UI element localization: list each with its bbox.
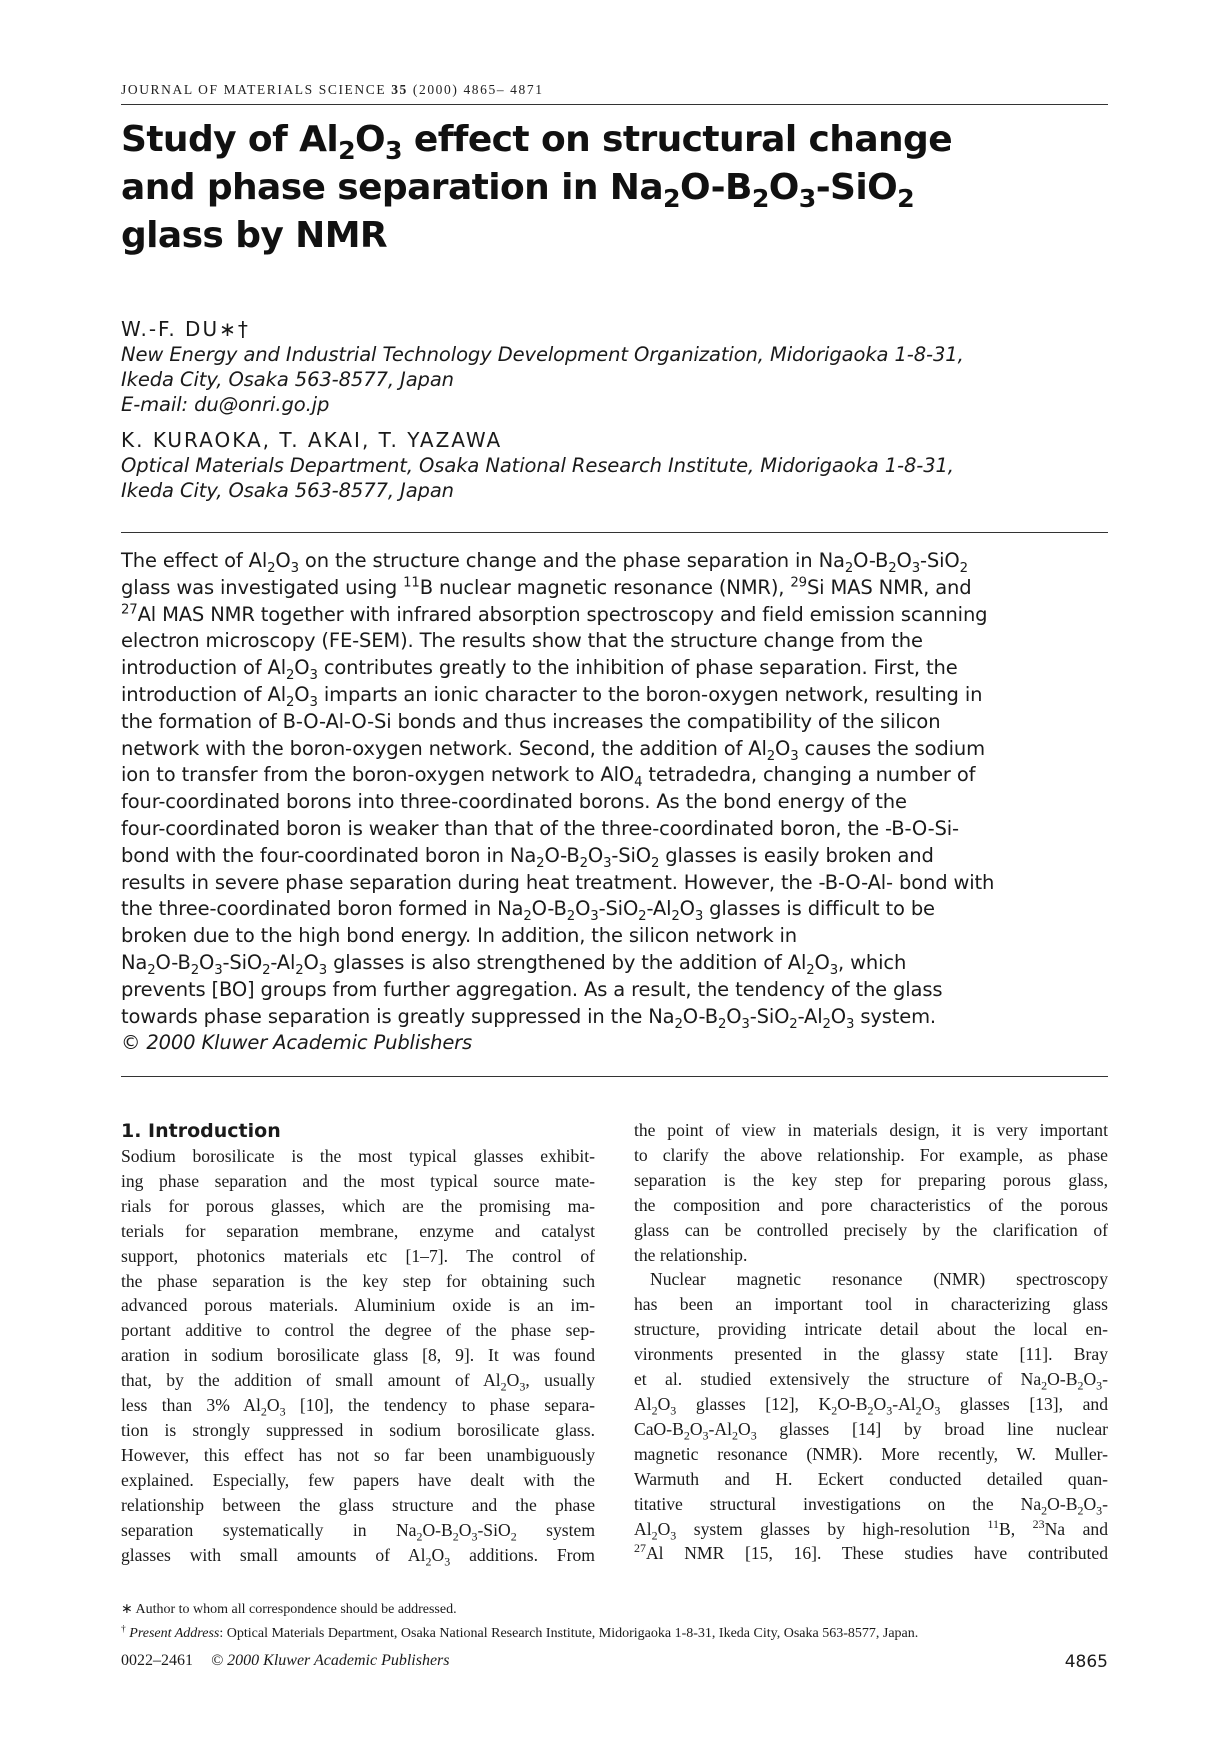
abstract-line: prevents [BO] groups from further aggregation. As a result, the tendency of the glass xyxy=(121,977,943,1001)
abstract-line: results in severe phase separation during heat treatment. However, the -B-O-Al- bond with xyxy=(121,870,995,894)
body-column-left xyxy=(121,1118,595,1567)
body-line: relationship between the glass structure and the phase xyxy=(121,1494,595,1515)
body-line: the composition and pore characteristics of the porous xyxy=(634,1194,1108,1215)
body-line: terials for separation membrane, enzyme and catalyst xyxy=(121,1220,595,1241)
body-line: the point of view in materials design, it is very important xyxy=(634,1120,1108,1140)
footnote-author: ∗ Author to whom all correspondence should be addressed. xyxy=(121,1602,457,1617)
abstract-line: introduction of $Al_2O_3$ imparts an ionic character to the boron-oxygen network, resulting in xyxy=(121,682,983,710)
abstract-line: broken due to the high bond energy. In addition, the silicon network in xyxy=(121,924,797,948)
title-line-1: Study of $Al_2O_3$ effect on structural change xyxy=(121,119,953,166)
abstract-line: glass was investigated using $^{11}$B nuclear magnetic resonance (NMR), $^{29}$Si MAS NMR, and xyxy=(121,575,972,599)
body-line: advanced porous materials. Aluminium oxide is an im- xyxy=(121,1295,595,1316)
body-line: explained. Especially, few papers have dealt with the xyxy=(121,1469,595,1490)
abstract xyxy=(121,548,1108,1057)
abstract-line: towards phase separation is greatly suppressed in the $Na_2O-B_2O_3-SiO_2-Al_2O_3$ system. xyxy=(121,1004,936,1032)
footer-publisher: © 2000 Kluwer Academic Publishers xyxy=(211,1652,450,1669)
abstract-line: The effect of $Al_2O_3$ on the structure change and the phase separation in $Na_2O-B_2O_3-SiO_2$ xyxy=(121,549,968,576)
author-name: W.-F. DU∗† xyxy=(121,317,250,341)
body-column-right xyxy=(634,1118,1108,1566)
body-line: aration in sodium borosilicate glass [8, 9]. It was found xyxy=(121,1345,595,1366)
title-line-3: glass by NMR xyxy=(121,215,388,256)
abstract-line: introduction of $Al_2O_3$ contributes greatly to the inhibition of phase separation. First, the xyxy=(121,656,958,684)
affiliation-line: Ikeda City, Osaka 563-8577, Japan xyxy=(121,368,454,391)
body-line: the phase separation is the key step for obtaining such xyxy=(121,1270,595,1291)
body-line: has been an important tool in characterizing glass xyxy=(634,1294,1108,1315)
body-line: $Al_2O_3$ glasses [12], $K_2O-B_2O_3-Al_2O_3$ glasses [13], and xyxy=(634,1393,1108,1418)
body-line: ing phase separation and the most typical source mate- xyxy=(121,1170,595,1191)
author-names: K. KURAOKA, T. AKAI, T. YAZAWA xyxy=(121,428,503,452)
body-line: portant additive to control the degree of the phase sep- xyxy=(121,1320,595,1341)
footnote-mark: † xyxy=(121,1624,126,1635)
footnotes xyxy=(121,1598,1108,1646)
body-line: separation systematically in $Na_2O-B_2O_3-SiO_2$ system xyxy=(121,1519,595,1544)
body-line: less than 3% $Al_2O_3$ [10], the tendency to phase separa- xyxy=(121,1395,595,1419)
abstract-line: ion to transfer from the boron-oxygen network to AlO$_4$ tetradedra, changing a number of xyxy=(121,763,976,791)
paper-page xyxy=(121,0,1108,1748)
footnote-text: : Optical Materials Department, Osaka National Research Institute, Midorigaoka 1-8-31, Ikeda City, Osaka 563-8577, Japan. xyxy=(219,1626,919,1641)
body-line: magnetic resonance (NMR). More recently, W. Muller- xyxy=(634,1443,1108,1464)
footnote-present-address xyxy=(121,1622,1108,1646)
body-line: CaO-$B_2O_3-Al_2O_3$ glasses [14] by broad line nuclear xyxy=(634,1418,1108,1443)
abstract-copyright: © 2000 Kluwer Academic Publishers xyxy=(121,1031,473,1055)
body-line: Warmuth and H. Eckert conducted detailed quan- xyxy=(634,1468,1108,1489)
body-line: Sodium borosilicate is the most typical glasses exhibit- xyxy=(121,1146,595,1166)
abstract-line: electron microscopy (FE-SEM). The results show that the structure change from the xyxy=(121,629,923,653)
body-line: separation is the key step for preparing porous glass, xyxy=(634,1169,1108,1190)
body-line: $Al_2O_3$ system glasses by high-resolution $^{11}$B, $^{23}$Na and xyxy=(634,1516,1108,1543)
abstract-line: $Na_2O-B_2O_3-SiO_2-Al_2O_3$ glasses is also strengthened by the addition of $Al_2O_3$, which xyxy=(121,950,907,978)
title-line-2: and phase separation in $Na_2O-B_2O_3-SiO_2$ xyxy=(121,167,915,214)
body-line: the relationship. xyxy=(634,1244,748,1265)
author-group-2 xyxy=(121,427,1108,503)
journal-year-pages: (2000) 4865– 4871 xyxy=(412,82,544,97)
body-line: that, by the addition of small amount of $Al_2O_3$, usually xyxy=(121,1370,595,1394)
body-line: et al. studied extensively the structure of $Na_2O-B_2O_3-$ xyxy=(634,1369,1108,1393)
author-group-1 xyxy=(121,316,1108,417)
abstract-line: the three-coordinated boron formed in $Na_2O-B_2O_3-SiO_2-Al_2O_3$ glasses is difficult to be xyxy=(121,897,935,925)
body-line: rials for porous glasses, which are the promising ma- xyxy=(121,1195,595,1216)
journal-name: JOURNAL OF MATERIALS SCIENCE xyxy=(121,82,387,97)
abstract-rule-bottom xyxy=(121,1076,1108,1077)
author-email: E-mail: du@onri.go.jp xyxy=(121,393,330,416)
affiliation-line: Optical Materials Department, Osaka National Research Institute, Midorigaoka 1-8-31, xyxy=(121,454,954,477)
body-line: However, this effect has not so far been unambiguously xyxy=(121,1444,595,1465)
footnote-label: Present Address xyxy=(129,1626,220,1641)
abstract-rule-top xyxy=(121,532,1108,533)
abstract-line: four-coordinated boron is weaker than that of the three-coordinated boron, the -B-O-Si- xyxy=(121,816,959,840)
journal-header xyxy=(121,82,1108,98)
body-line: titative structural investigations on the $Na_2O-B_2O_3-$ xyxy=(634,1493,1108,1518)
body-line: tion is strongly suppressed in sodium borosilicate glass. xyxy=(121,1419,595,1440)
issn: 0022–2461 xyxy=(121,1652,193,1669)
body-line: Nuclear magnetic resonance (NMR) spectroscopy xyxy=(650,1269,1108,1290)
body-line: $^{27}$Al NMR [15, 16]. These studies have contributed xyxy=(634,1541,1108,1564)
body-line: glass can be controlled precisely by the clarification of xyxy=(634,1219,1108,1240)
abstract-line: bond with the four-coordinated boron in $Na_2O-B_2O_3-SiO_2$ glasses is easily broken and xyxy=(121,843,934,871)
abstract-line: the formation of B-O-Al-O-Si bonds and thus increases the compatibility of the silicon xyxy=(121,709,941,733)
body-line: structure, providing intricate detail about the local en- xyxy=(634,1319,1108,1340)
body-line: glasses with small amounts of $Al_2O_3$ additions. From xyxy=(121,1544,595,1569)
abstract-line: $^{27}$Al MAS NMR together with infrared absorption spectroscopy and field emission scanning xyxy=(121,602,988,626)
body-line: vironments presented in the glassy state [11]. Bray xyxy=(634,1344,1108,1365)
body-line: support, photonics materials etc [1–7]. The control of xyxy=(121,1245,595,1266)
header-rule xyxy=(121,104,1108,105)
affiliation-line: New Energy and Industrial Technology Development Organization, Midorigaoka 1-8-31, xyxy=(121,343,964,366)
page-number: 4865 xyxy=(1064,1652,1108,1672)
paper-title xyxy=(121,116,1021,260)
section-heading: 1. Introduction xyxy=(121,1120,281,1142)
body-line: to clarify the above relationship. For example, as phase xyxy=(634,1144,1108,1165)
affiliation-line: Ikeda City, Osaka 563-8577, Japan xyxy=(121,479,454,502)
abstract-line: network with the boron-oxygen network. Second, the addition of $Al_2O_3$ causes the sodium xyxy=(121,736,985,764)
authors-block xyxy=(121,316,1108,503)
abstract-line: four-coordinated borons into three-coordinated borons. As the bond energy of the xyxy=(121,790,907,814)
journal-volume: 35 xyxy=(391,82,408,97)
